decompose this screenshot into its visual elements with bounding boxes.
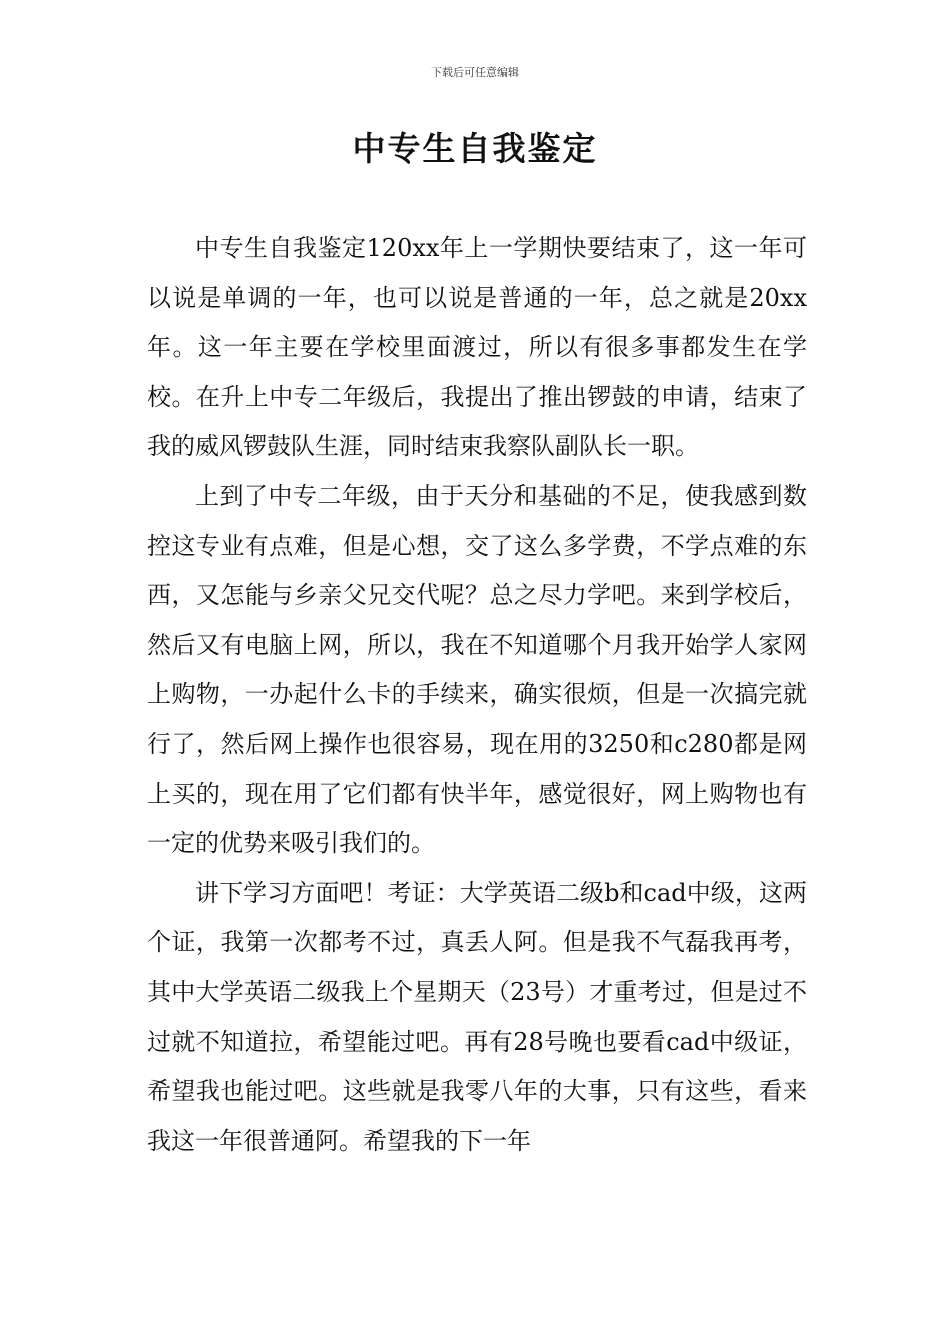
header-note: 下载后可任意编辑 bbox=[431, 66, 519, 79]
paragraph-2: 上到了中专二年级，由于天分和基础的不足，使我感到数控这专业有点难，但是心想，交了这么多学费，不学点难的东西，又怎能与乡亲父兄交代呢？总之尽力学吧。来到学校后，然后又有电脑上网，所以，我在不知道哪个月我开始学人家网上购物，一办起什么卡的手续来，确实很烦，但是一次搞完就行了，然后网上操作也很容易，现在用的3250和c280都是网上买的，现在用了它们都有快半年，感觉很好，网上购物也有一定的优势来吸引我们的。 bbox=[147, 481, 807, 858]
document-body bbox=[147, 224, 807, 1166]
paragraph-3: 讲下学习方面吧！考证：大学英语二级b和cad中级，这两个证，我第一次都考不过，真丢人阿。但是我不气磊我再考，其中大学英语二级我上个星期天（23号）才重考过，但是过不过就不知道拉，希望能过吧。再有28号晚也要看cad中级证，希望我也能过吧。这些就是我零八年的大事，只有这些，看来我这一年很普通阿。希望我的下一年 bbox=[147, 878, 807, 1155]
paragraph-1: 中专生自我鉴定120xx年上一学期快要结束了，这一年可以说是单调的一年，也可以说是普通的一年，总之就是20xx年。这一年主要在学校里面渡过，所以有很多事都发生在学校。在升上中专二年级后，我提出了推出锣鼓的申请，结束了我的威风锣鼓队生涯，同时结束我察队副队长一职。 bbox=[147, 234, 807, 461]
document-title: 中专生自我鉴定 bbox=[352, 129, 598, 168]
